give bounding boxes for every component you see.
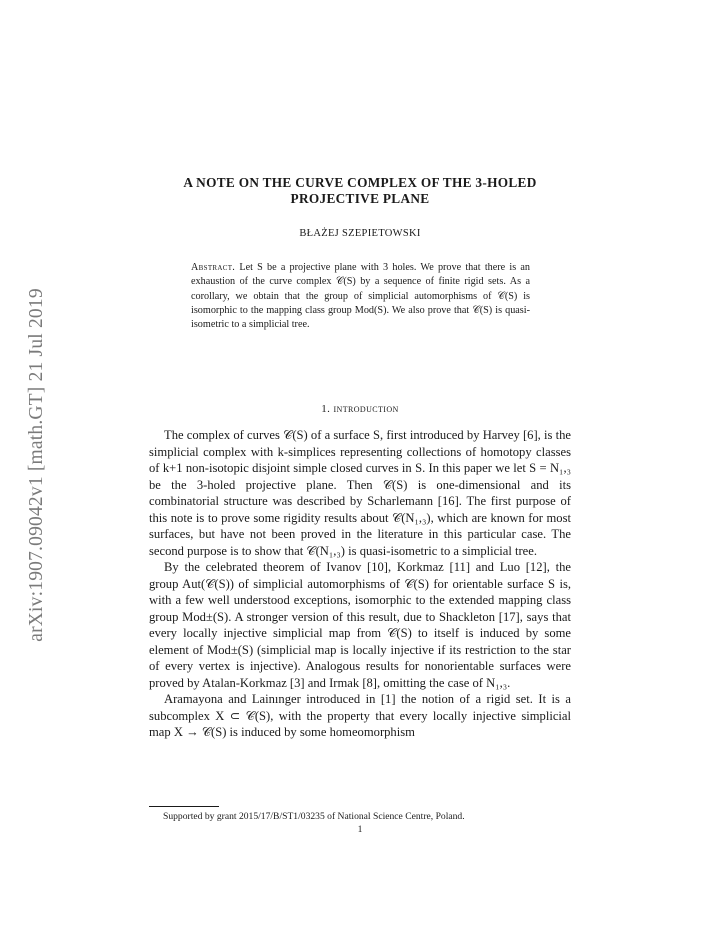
body-text [149, 427, 571, 741]
page-number: 1 [357, 824, 363, 835]
arxiv-stamp [22, 255, 52, 675]
section-heading: 1. introduction [321, 403, 399, 415]
footnote-rule [149, 806, 219, 807]
abstract [191, 261, 530, 332]
paper-title: A NOTE ON THE CURVE COMPLEX OF THE 3-HOLED PROJECTIVE PLANE [183, 175, 537, 206]
paragraph: Aramayona and Lainınger introduced in [1] the notion of a rigid set. It is a subcomplex X ⊂ 𝒞(S), with the property that every locally injective simplicial map X → 𝒞(S) is induced by some homeomorphism [149, 692, 571, 739]
footnote: Supported by grant 2015/17/B/ST1/03235 of National Science Centre, Poland. [163, 811, 465, 822]
abstract-heading: Abstract. [191, 262, 236, 273]
author-name: BŁAŻEJ SZEPIETOWSKI [299, 228, 421, 239]
abstract-text: Let S be a projective plane with 3 holes. We prove that there is an exhaustion of the curve complex 𝒞(S) by a sequence of finite rigid sets. As a corollary, we obtain that the group of simplicial automorphisms of 𝒞(S) is isomorphic to the mapping class group Mod(S). We also prove that 𝒞(S) is quasi-isometric to a simplicial tree. [191, 262, 531, 331]
arxiv-id: arXiv:1907.09042v1 [math.GT] 21 Jul 2019 [26, 288, 47, 642]
paragraph: By the celebrated theorem of Ivanov [10], Korkmaz [11] and Luo [12], the group Aut(𝒞(S)) of simplicial automorphisms of 𝒞(S) for orientable surface S is, with a few well understood exceptions, isomorphic to the extended mapping class group Mod±(S). A stronger version of this result, due to Shackleton [17], says that every locally injective simplicial map from 𝒞(S) to itself is induced by some element of Mod±(S) (simplicial map is locally injective if its restriction to the star of every vertex is injective). Analogous results for nonorientable surfaces were proved by Atalan-Korkmaz [3] and Irmak [8], omitting the case of N₁,₃. [149, 560, 571, 690]
paragraph: The complex of curves 𝒞(S) of a surface S, first introduced by Harvey [6], is the simplicial complex with k-simplices representing collections of homotopy classes of k+1 non-isotopic disjoint simple closed curves in S. In this paper we let S = N₁,₃ be the 3-holed projective plane. Then 𝒞(S) is one-dimensional and its combinatorial structure was described by Scharlemann [16]. The first purpose of this note is to prove some rigidity results about 𝒞(N₁,₃), which are known for most surfaces, but have not been proved in the literature in this particular case. The second purpose is to show that 𝒞(N₁,₃) is quasi-isometric to a simplicial tree. [149, 428, 571, 558]
